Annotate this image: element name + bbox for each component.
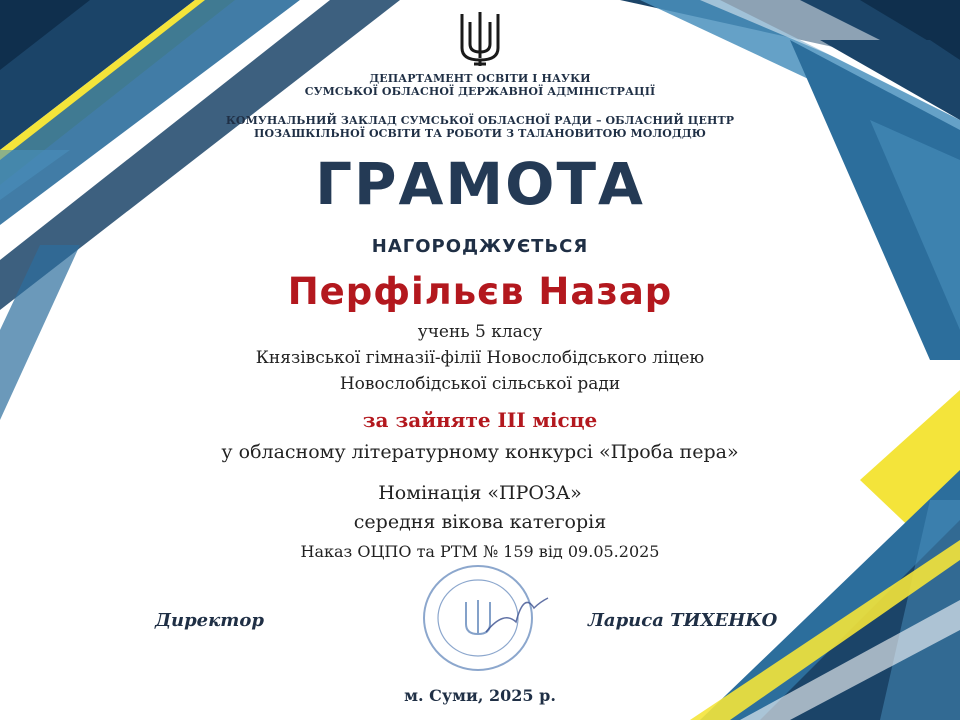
certificate-title: ГРАМОТА: [315, 150, 645, 218]
recipient-council: Новослобідської сільської ради: [339, 374, 621, 394]
official-stamp: [416, 562, 552, 674]
header-line-4: ПОЗАШКІЛЬНОЇ ОСВІТИ ТА РОБОТИ З ТАЛАНОВИТОЮ МОЛОДДЮ: [253, 127, 707, 140]
achievement-place: за зайняте ІІІ місце: [362, 408, 598, 432]
recipient-school: Князівської гімназії-філії Новослобідського ліцею: [255, 348, 705, 368]
header-line-1: ДЕПАРТАМЕНТ ОСВІТИ І НАУКИ: [369, 72, 591, 85]
signature-position: Директор: [155, 610, 264, 631]
header-line-2: СУМСЬКОЇ ОБЛАСНОЇ ДЕРЖАВНОЇ АДМІНІСТРАЦІЇ: [304, 85, 656, 98]
contest-name: у обласному літературному конкурсі «Проба пера»: [221, 441, 739, 463]
age-category: середня вікова категорія: [353, 511, 607, 533]
recipient-class: учень 5 класу: [417, 322, 543, 342]
recipient-name: Перфільєв Назар: [287, 270, 673, 313]
header-line-3: КОМУНАЛЬНИЙ ЗАКЛАД СУМСЬКОЇ ОБЛАСНОЇ РАДИ – ОБЛАСНИЙ ЦЕНТР: [225, 114, 735, 127]
ukraine-trident-emblem: [456, 8, 504, 68]
order-reference: Наказ ОЦПО та РТМ № 159 від 09.05.2025: [300, 542, 660, 561]
nomination: Номінація «ПРОЗА»: [378, 482, 582, 504]
footer-city-year: м. Суми, 2025 р.: [404, 686, 556, 705]
awarded-label: НАГОРОДЖУЄТЬСЯ: [371, 236, 589, 257]
signature-name: Лариса ТИХЕНКО: [588, 610, 778, 631]
